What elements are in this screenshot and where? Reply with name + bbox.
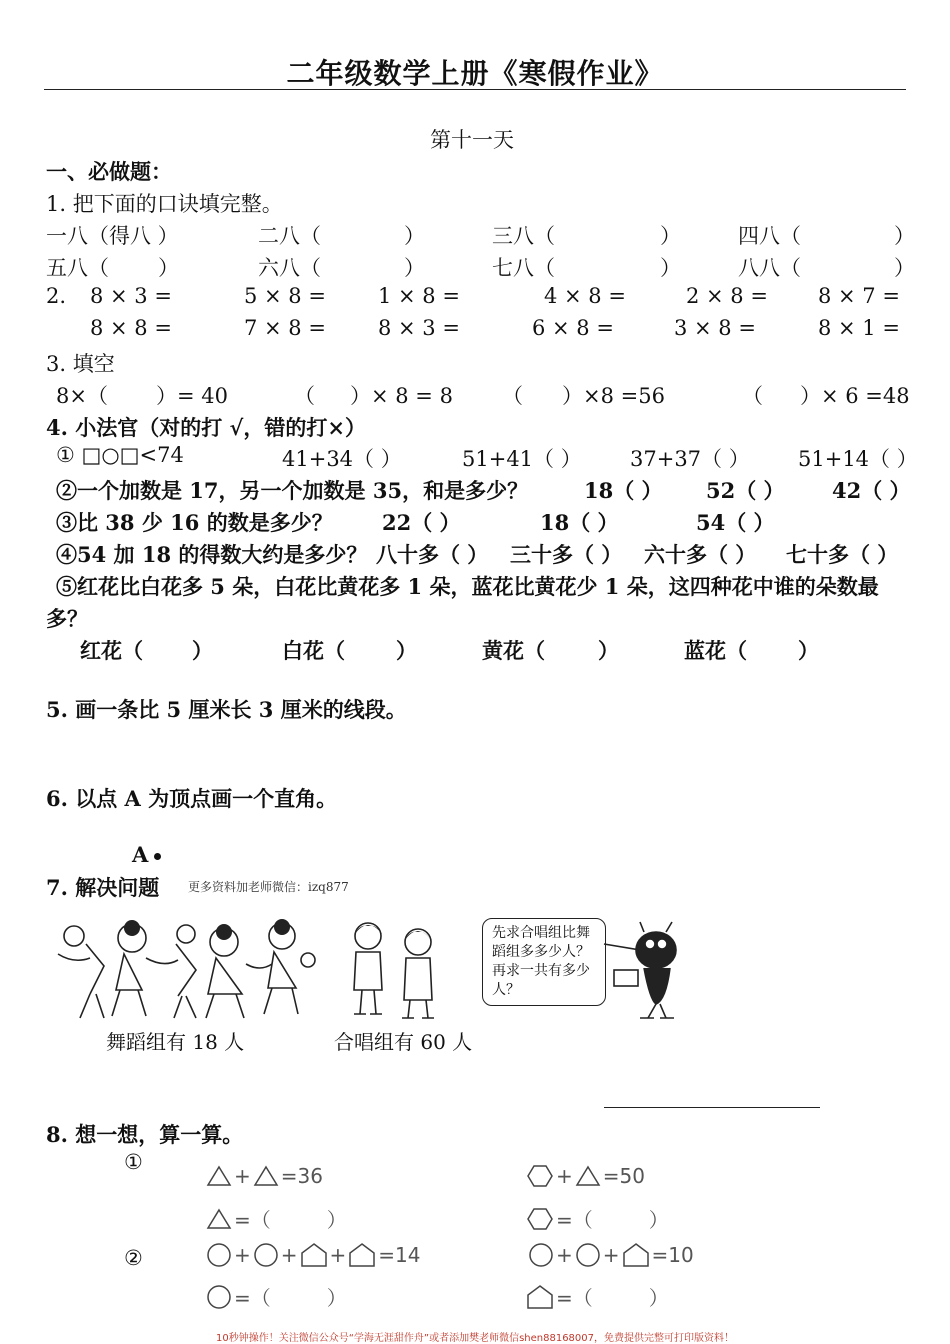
eq3-answer-close: ）: [326, 1286, 347, 1310]
q4-s4-opt1: 八十多（ ）: [376, 542, 489, 567]
q4-s1-opt1: 41+34（ ）: [282, 447, 402, 471]
section-heading: 一、必做题：: [46, 159, 172, 184]
day-heading: 第十一天: [430, 128, 514, 152]
q4-s2-opt3: 42（ ）: [832, 478, 911, 503]
q4-s4-prompt: ④54 加 18 的得数大约是多少？: [56, 542, 368, 567]
q8-part2: ②: [124, 1246, 143, 1270]
choir-label: 合唱组有 60 人: [334, 1030, 473, 1054]
flower-yellow-close: ）: [598, 638, 619, 663]
point-a: [132, 842, 161, 867]
flower-white: 白花（: [282, 638, 345, 663]
q4-s4-opt3: 六十多（ ）: [644, 542, 757, 567]
house-pentagon-icon: [526, 1284, 554, 1310]
q1-r1-c4: 四八（: [738, 224, 801, 248]
q4-s5-line2: 多？: [46, 606, 88, 631]
q3-item1-b: ）= 40: [156, 384, 228, 408]
q2-r1-c3: 1 × 8 =: [378, 284, 460, 308]
q4-s3-opt3: 54（ ）: [696, 510, 775, 535]
title-rule: [44, 89, 906, 90]
q6-prompt: 6. 以点 A 为顶点画一个直角。: [46, 786, 338, 811]
q4-s2-opt2: 52（ ）: [706, 478, 785, 503]
q1-title: 1. 把下面的口诀填完整。: [46, 192, 283, 216]
q4-s1-opt4: 51+14（ ）: [798, 447, 918, 471]
circle-icon: [575, 1242, 601, 1268]
q3-item2-a: （: [294, 384, 315, 408]
q2-r2-c5: 3 × 8 =: [674, 316, 756, 340]
triangle-icon: [253, 1165, 279, 1187]
q3-item3-a: （: [502, 384, 523, 408]
flower-blue-close: ）: [798, 638, 819, 663]
q2-r1-c1: 8 × 3 =: [90, 284, 172, 308]
eq3-answer-open: =（: [234, 1286, 271, 1310]
q2-r1-c2: 5 × 8 =: [244, 284, 326, 308]
q8-part1: ①: [124, 1150, 143, 1174]
q2-number: 2.: [46, 284, 67, 308]
q1-r1-c1: 一八（得八 ）: [46, 224, 179, 248]
circle-icon: [253, 1242, 279, 1268]
choir-illustration: [346, 916, 446, 1020]
q2-r2-c4: 6 × 8 =: [532, 316, 614, 340]
triangle-icon: [575, 1165, 601, 1187]
q1-r2-c2-close: ）: [404, 256, 425, 280]
q3-item3-b: ）×8 =56: [562, 384, 665, 408]
house-pentagon-icon: [348, 1242, 376, 1268]
circle-icon: [528, 1242, 554, 1268]
eq3: [206, 1242, 423, 1268]
house-pentagon-icon: [300, 1242, 328, 1268]
q1-r1-c2-close: ）: [404, 224, 425, 248]
plus-sign: +: [556, 1243, 573, 1267]
plus-sign: +: [329, 1243, 347, 1267]
q2-r2-c2: 7 × 8 =: [244, 316, 326, 340]
q3-item4-b: ）× 6 =48: [800, 384, 910, 408]
plus-sign: +: [280, 1243, 298, 1267]
q1-r1-c4-close: ）: [894, 224, 915, 248]
q4-s4-opt2: 三十多（ ）: [510, 542, 623, 567]
q3-item2-b: ）× 8 = 8: [350, 384, 453, 408]
q1-r1-c3: 三八（: [492, 224, 555, 248]
q4-s1-prompt: ① □○□<74: [56, 443, 184, 467]
q4-s1-opt2: 51+41（ ）: [462, 447, 582, 471]
eq2: [526, 1164, 647, 1188]
q8-title: 8. 想一想，算一算。: [46, 1122, 244, 1147]
q1-r2-c3-close: ）: [660, 256, 681, 280]
point-a-dot: [154, 853, 161, 860]
eq1: [206, 1164, 325, 1188]
eq1-answer-open: =（: [234, 1208, 271, 1232]
page-title: 二年级数学上册《寒假作业》: [286, 57, 664, 90]
flower-yellow: 黄花（: [482, 638, 545, 663]
dance-group-illustration: [46, 914, 316, 1026]
house-pentagon-icon: [622, 1242, 650, 1268]
point-a-label: A: [132, 842, 149, 867]
q4-s3-prompt: ③比 38 少 16 的数是多少？: [56, 510, 333, 535]
cartoon-character: [600, 920, 692, 1024]
q4-s3-opt2: 18（ ）: [540, 510, 619, 535]
plus-sign: +: [234, 1164, 251, 1188]
eq1-answer-close: ）: [326, 1208, 347, 1232]
q4-s2-opt1: 18（ ）: [584, 478, 663, 503]
eq4-answer-close: ）: [648, 1286, 669, 1310]
q4-s5-line1: ⑤红花比白花多 5 朵，白花比黄花多 1 朵，蓝花比黄花少 1 朵，这四种花中谁的朵数最: [56, 574, 879, 599]
flower-red-close: ）: [192, 638, 213, 663]
q7-note: 更多资料加老师微信：izq877: [188, 880, 349, 894]
eq1-answer: [206, 1204, 349, 1233]
eq2-answer: [526, 1204, 671, 1233]
triangle-icon: [206, 1208, 232, 1230]
q7-title: 7. 解决问题: [46, 875, 160, 900]
eq4-answer-open: =（: [556, 1286, 593, 1310]
eq4-result: =10: [651, 1243, 694, 1267]
q2-r1-c4: 4 × 8 =: [544, 284, 626, 308]
eq2-answer-open: =（: [556, 1208, 593, 1232]
q1-r1-c3-close: ）: [660, 224, 681, 248]
q2-r2-c1: 8 × 8 =: [90, 316, 172, 340]
circle-icon: [206, 1242, 232, 1268]
q1-r2-c3: 七八（: [492, 256, 555, 280]
q1-r2-c2: 六八（: [258, 256, 321, 280]
q1-r2-c1-close: ）: [158, 256, 179, 280]
answer-line[interactable]: [604, 1107, 820, 1108]
hint-bubble-text: 先求合唱组比舞蹈组多多少人？再求一共有多少人？: [492, 925, 590, 998]
q3-item1-a: 8×（: [56, 384, 108, 408]
dance-label: 舞蹈组有 18 人: [106, 1030, 245, 1054]
q2-r2-c3: 8 × 3 =: [378, 316, 460, 340]
flower-blue: 蓝花（: [684, 638, 747, 663]
q1-r2-c4-close: ）: [894, 256, 915, 280]
eq3-result: =14: [378, 1243, 421, 1267]
plus-sign: +: [234, 1243, 251, 1267]
eq1-result: =36: [280, 1164, 323, 1188]
eq2-answer-close: ）: [648, 1208, 669, 1232]
q4-title: 4. 小法官（对的打 √，错的打×）: [46, 415, 366, 440]
eq4-answer: [526, 1282, 671, 1311]
eq3-answer: [206, 1282, 349, 1311]
q4-s1-opt3: 37+37（ ）: [630, 447, 750, 471]
footer-promo: 10秒钟操作！关注微信公众号“学海无涯甜作舟”或者添加樊老师微信shen88168007，免费提供完整可打印版资料！: [215, 1333, 735, 1344]
q2-r1-c5: 2 × 8 =: [686, 284, 768, 308]
q5-prompt: 5. 画一条比 5 厘米长 3 厘米的线段。: [46, 697, 407, 722]
flower-red: 红花（: [80, 638, 143, 663]
q1-r2-c4: 八八（: [738, 256, 801, 280]
eq2-result: =50: [602, 1164, 645, 1188]
q2-r1-c6: 8 × 7 =: [818, 284, 900, 308]
q4-s3-opt1: 22（ ）: [382, 510, 461, 535]
hexagon-icon: [526, 1207, 554, 1231]
circle-icon: [206, 1284, 232, 1310]
q3-title: 3. 填空: [46, 352, 115, 376]
hexagon-icon: [526, 1164, 554, 1188]
plus-sign: +: [556, 1164, 573, 1188]
eq4: [528, 1242, 696, 1268]
triangle-icon: [206, 1165, 232, 1187]
q3-item4-a: （: [742, 384, 763, 408]
q4-s4-opt4: 七十多（ ）: [786, 542, 899, 567]
q1-r1-c2: 二八（: [258, 224, 321, 248]
q1-r2-c1: 五八（: [46, 256, 109, 280]
q4-s2-prompt: ②一个加数是 17，另一个加数是 35，和是多少？: [56, 478, 529, 503]
q2-r2-c6: 8 × 1 =: [818, 316, 900, 340]
flower-white-close: ）: [396, 638, 417, 663]
plus-sign: +: [602, 1243, 620, 1267]
